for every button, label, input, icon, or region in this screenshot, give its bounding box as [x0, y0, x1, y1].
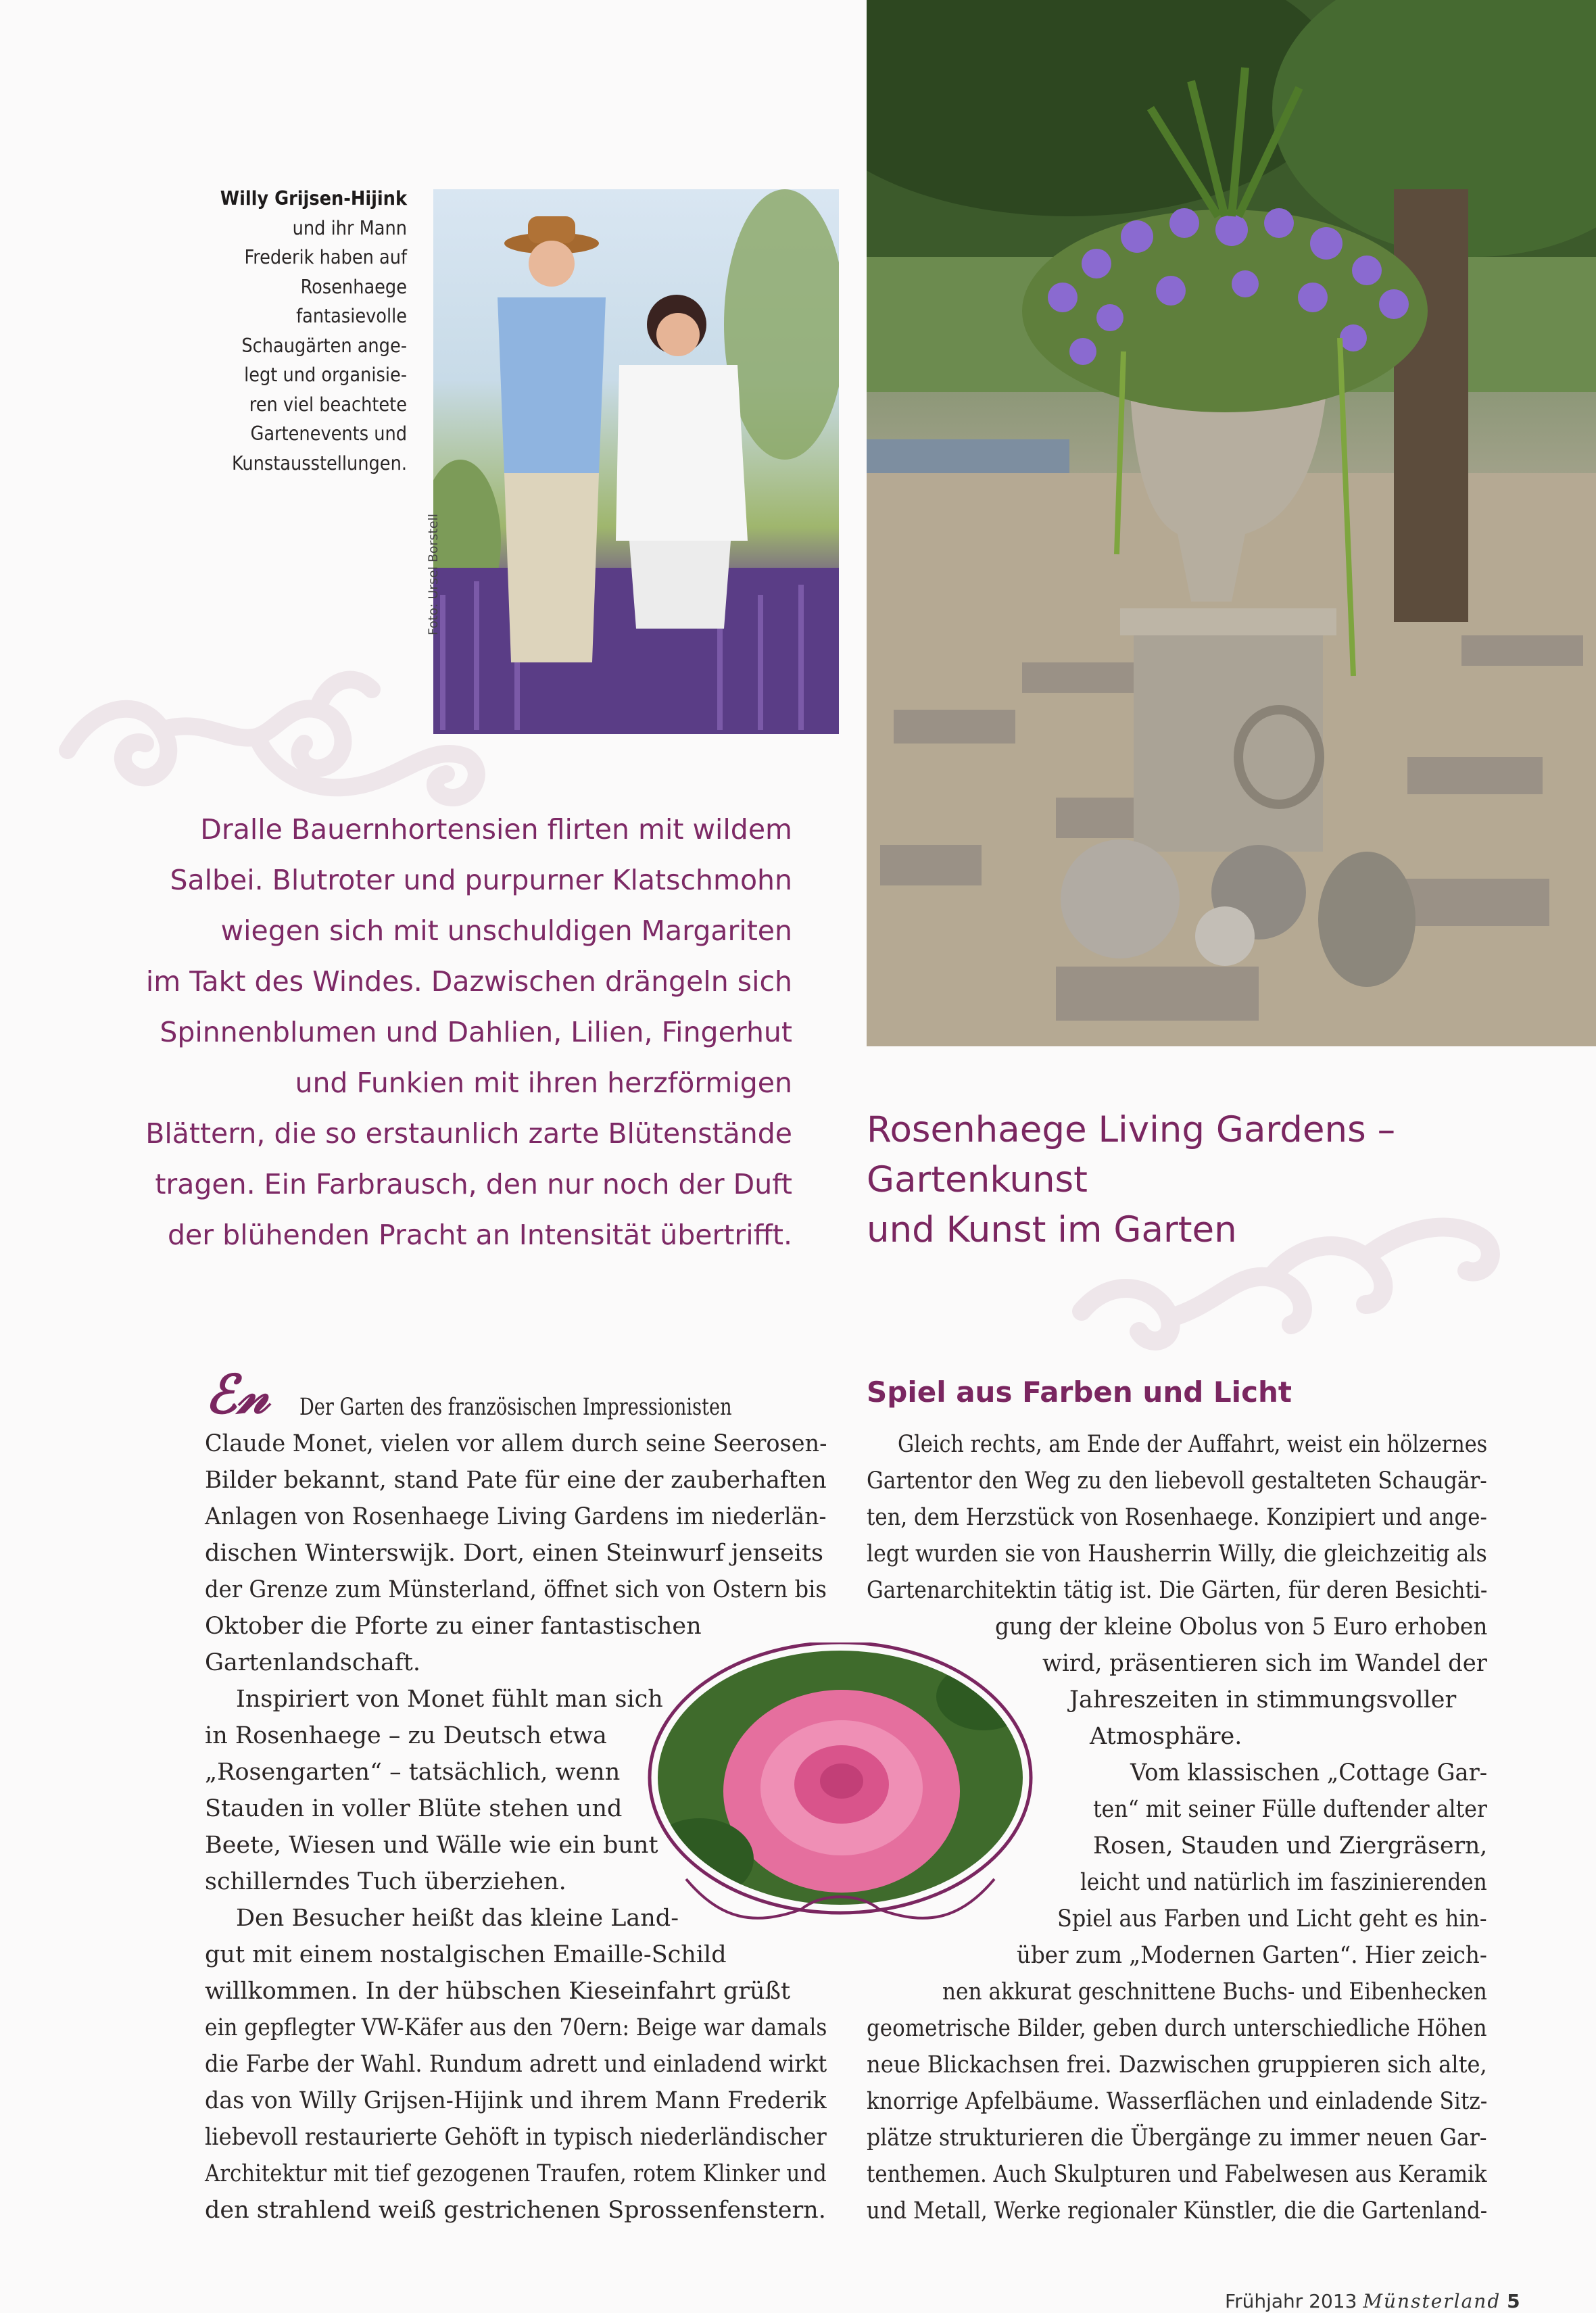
body-line: Den Besucher heißt das kleine Land-	[236, 1905, 679, 1932]
article-headline	[867, 1105, 1475, 1255]
photo-credit: Foto: Ursel Borstell	[426, 513, 441, 635]
headline-line: Gartenkunst	[867, 1159, 1088, 1200]
pull-quote	[135, 804, 792, 1261]
headline-line: und Kunst im Garten	[867, 1209, 1237, 1250]
body-line: gung der kleine Obolus von 5 Euro erhoben	[995, 1613, 1488, 1640]
body-line: schillerndes Tuch überziehen.	[205, 1868, 566, 1895]
caption-line: Schaugärten ange-	[241, 334, 407, 357]
body-line: Gartenarchitektin tätig ist. Die Gärten, für deren Besichti-	[867, 1577, 1488, 1604]
body-line: Atmosphäre.	[1090, 1723, 1242, 1750]
section-subheading: Spiel aus Farben und Licht	[867, 1375, 1292, 1409]
caption-line: legt und organisie-	[244, 364, 407, 386]
body-line: Gartentor den Weg zu den liebevoll gestalteten Schaugär-	[867, 1467, 1487, 1494]
body-line: die Farbe der Wahl. Rundum adrett und einladend wirkt	[205, 2051, 827, 2078]
pull-quote-line: Salbei. Blutroter und purpurner Klatschmohn	[170, 864, 792, 896]
caption-line: Rosenhaege	[300, 275, 407, 298]
body-line: ein gepflegter VW-Käfer aus den 70ern: Beige war damals	[205, 2014, 827, 2041]
body-line: und Metall, Werke regionaler Künstler, die die Gartenland-	[867, 2197, 1488, 2224]
pull-quote-line: tragen. Ein Farbrausch, den nur noch der Duft	[155, 1168, 792, 1200]
body-line: tenthemen. Auch Skulpturen und Fabelwesen aus Keramik	[867, 2161, 1487, 2188]
body-line: ten, dem Herzstück von Rosenhaege. Konzipiert und ange-	[867, 1504, 1487, 1531]
page-number: 5	[1507, 2290, 1520, 2312]
body-line: plätze strukturieren die Übergänge zu immer neuen Gar-	[867, 2124, 1487, 2151]
body-line: ten“ mit seiner Fülle duftender alter	[1093, 1796, 1487, 1823]
caption-line: Kunstausstellungen.	[231, 452, 407, 474]
body-line: willkommen. In der hübschen Kieseinfahrt grüßt	[205, 1978, 791, 2005]
body-line: der Grenze zum Münsterland, öffnet sich von Ostern bis	[205, 1576, 827, 1603]
body-line: Bilder bekannt, stand Pate für eine der zauberhaften	[205, 1467, 827, 1494]
caption-line: Frederik haben auf	[244, 246, 407, 268]
pull-quote-line: Spinnenblumen und Dahlien, Lilien, Fingerhut	[160, 1016, 792, 1048]
issue-label: Frühjahr 2013	[1225, 2290, 1357, 2312]
photo-caption	[169, 184, 407, 478]
body-line: dischen Winterswijk. Dort, einen Steinwurf jenseits	[205, 1540, 823, 1567]
pull-quote-line: der blühenden Pracht an Intensität übertrifft.	[168, 1219, 792, 1251]
body-line: das von Willy Grijsen-Hijink und ihrem Mann Frederik	[205, 2087, 827, 2114]
body-line: geometrische Bilder, geben durch unterschiedliche Höhen	[867, 2015, 1487, 2042]
body-line: Jahreszeiten in stimmungsvoller	[1069, 1686, 1457, 1713]
photo-garden-urn	[867, 0, 1596, 1046]
pull-quote-line: Dralle Bauernhortensien flirten mit wildem	[200, 813, 792, 846]
article-column-2	[867, 1426, 1487, 2229]
body-line: Stauden in voller Blüte stehen und	[205, 1795, 623, 1822]
body-line: wird, präsentieren sich im Wandel der	[1042, 1650, 1487, 1677]
body-line: „Rosengarten“ – tatsächlich, wenn	[205, 1759, 621, 1786]
body-line: Architektur mit tief gezogenen Traufen, rotem Klinker und	[205, 2160, 827, 2187]
body-line: neue Blickachsen frei. Dazwischen gruppieren sich alte,	[867, 2051, 1487, 2078]
body-line: knorrige Apfelbäume. Wasserflächen und einladende Sitz-	[867, 2088, 1488, 2115]
body-line: Inspiriert von Monet fühlt man sich	[236, 1686, 663, 1713]
body-line: Beete, Wiesen und Wälle wie ein bunt	[205, 1832, 658, 1859]
pull-quote-line: Blättern, die so erstaunlich zarte Blütenstände	[145, 1117, 792, 1150]
body-line: liebevoll restaurierte Gehöft in typisch niederländischer	[205, 2124, 827, 2151]
pull-quote-line: und Funkien mit ihren herzförmigen	[295, 1067, 792, 1099]
body-line: Vom klassischen „Cottage Gar-	[1130, 1759, 1488, 1786]
drop-cap: ℰ𝓃	[205, 1364, 270, 1426]
article-column-1	[205, 1389, 827, 2229]
magazine-logo: Münsterland	[1363, 2290, 1501, 2312]
body-line: Gartenlandschaft.	[205, 1649, 420, 1676]
pull-quote-line: wiegen sich mit unschuldigen Margariten	[220, 915, 792, 947]
headline-line: Rosenhaege Living Gardens –	[867, 1109, 1396, 1150]
body-line: den strahlend weiß gestrichenen Sprossenfenstern.	[205, 2197, 826, 2224]
body-line: Oktober die Pforte zu einer fantastischen	[205, 1613, 702, 1640]
caption-name: Willy Grijsen-Hijink	[220, 187, 407, 210]
caption-line: Gartenevents und	[250, 422, 407, 445]
caption-line: und ihr Mann	[292, 216, 407, 239]
photo-couple-lavender	[433, 189, 839, 734]
body-line: über zum „Modernen Garten“. Hier zeich-	[1017, 1942, 1487, 1969]
body-line: Gleich rechts, am Ende der Auffahrt, weist ein hölzernes	[898, 1431, 1488, 1458]
body-line: Rosen, Stauden und Ziergräsern,	[1093, 1832, 1488, 1859]
pull-quote-line: im Takt des Windes. Dazwischen drängeln sich	[145, 965, 792, 998]
caption-line: fantasievolle	[296, 305, 407, 327]
body-line: in Rosenhaege – zu Deutsch etwa	[205, 1722, 607, 1749]
body-line: leicht und natürlich im faszinierenden	[1080, 1869, 1487, 1896]
body-line: legt wurden sie von Hausherrin Willy, die gleichzeitig als	[867, 1540, 1487, 1567]
body-line: Anlagen von Rosenhaege Living Gardens im niederlän-	[205, 1503, 827, 1530]
body-line: Der Garten des französischen Impressionisten	[299, 1394, 732, 1421]
body-line: nen akkurat geschnittene Buchs- und Eibenhecken	[942, 1978, 1487, 2005]
body-line: Claude Monet, vielen vor allem durch seine Seerosen-	[205, 1430, 827, 1457]
page-footer	[1225, 2290, 1520, 2312]
body-line: gut mit einem nostalgischen Emaille-Schild	[205, 1941, 727, 1968]
body-line: Spiel aus Farben und Licht geht es hin-	[1057, 1905, 1487, 1932]
caption-line: ren viel beachtete	[249, 393, 407, 416]
